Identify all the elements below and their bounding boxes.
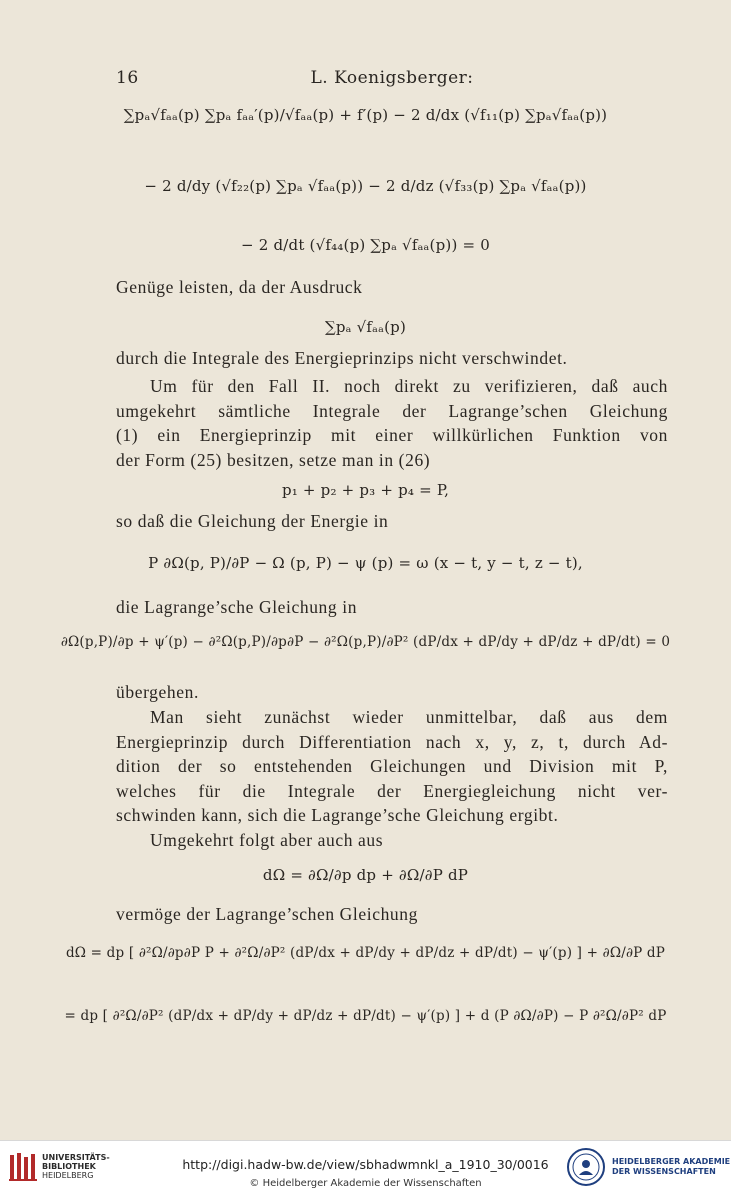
text-line: Energieprinzip durch Differentiation nach x, y, z, t, durch Ad- bbox=[116, 731, 668, 752]
permalink-url[interactable]: http://digi.hadw-bw.de/view/sbhadwmnkl_a_1910_30/0016 bbox=[182, 1157, 549, 1172]
text-line: welches für die Integrale der Energiegleichung nicht ver- bbox=[116, 780, 668, 801]
paragraph-1 bbox=[116, 275, 668, 300]
text-line: vermöge der Lagrange’schen Gleichung bbox=[116, 904, 418, 924]
running-head: L. Koenigsberger: bbox=[310, 68, 474, 88]
academy-seal-icon bbox=[566, 1147, 606, 1187]
academy-name: HEIDELBERGER AKADEMIE DER WISSENSCHAFTEN bbox=[612, 1157, 731, 1176]
paragraph-6 bbox=[116, 680, 668, 705]
text-line: Man sieht zunächst wieder unmittelbar, daß aus dem bbox=[150, 707, 668, 727]
page-number: 16 bbox=[116, 68, 139, 88]
equation-5: p₁ + p₂ + p₃ + p₄ = P, bbox=[281, 481, 450, 499]
paragraph-7 bbox=[116, 705, 668, 853]
text-line: Um für den Fall II. noch direkt zu verifizieren, daß auch bbox=[150, 376, 668, 396]
paragraph-3 bbox=[116, 374, 668, 472]
paragraph-2 bbox=[116, 346, 668, 371]
university-library-name: UNIVERSITÄTS- BIBLIOTHEK HEIDELBERG bbox=[42, 1153, 110, 1180]
paragraph-4 bbox=[116, 509, 668, 534]
text-line: dition der so entstehenden Gleichungen und Division mit P, bbox=[116, 756, 668, 777]
equation-6: P ∂Ω(p, P)/∂P − Ω (p, P) − ψ (p) = ω (x − t, y − t, z − t), bbox=[148, 554, 583, 572]
equation-3: − 2 d/dt (√f₄₄(p) ∑pₐ √fₐₐ(p)) = 0 bbox=[241, 236, 490, 254]
text-line: übergehen. bbox=[116, 682, 199, 702]
text-line: so daß die Gleichung der Energie in bbox=[116, 511, 389, 531]
equation-4: ∑pₐ √fₐₐ(p) bbox=[324, 318, 407, 336]
equation-7: ∂Ω(p,P)/∂p + ψ′(p) − ∂²Ω(p,P)/∂p∂P − ∂²Ω(p,P)/∂P² (dP/dx + dP/dy + dP/dz + dP/dt) = 0 bbox=[60, 634, 671, 650]
viewer-footer bbox=[0, 1140, 731, 1196]
equation-8: dΩ = ∂Ω/∂p dp + ∂Ω/∂P dP bbox=[262, 866, 469, 884]
text-line: die Lagrange’sche Gleichung in bbox=[116, 597, 358, 617]
equation-10: = dp [ ∂²Ω/∂P² (dP/dx + dP/dy + dP/dz + dP/dt) − ψ′(p) ] + d (P ∂Ω/∂P) − P ∂²Ω/∂P² dP bbox=[64, 1008, 667, 1024]
text-line: Genüge leisten, da der Ausdruck bbox=[116, 277, 363, 297]
equation-2: − 2 d/dy (√f₂₂(p) ∑pₐ √fₐₐ(p)) − 2 d/dz (√f₃₃(p) ∑pₐ √fₐₐ(p)) bbox=[144, 177, 587, 195]
text-line: schwinden kann, sich die Lagrange’sche Gleichung ergibt. bbox=[116, 805, 559, 826]
equation-1: ∑pₐ√fₐₐ(p) ∑pₐ fₐₐ′(p)/√fₐₐ(p) + f′(p) − 2 d/dx (√f₁₁(p) ∑pₐ√fₐₐ(p)) bbox=[123, 106, 608, 124]
paragraph-8 bbox=[116, 902, 668, 927]
text-line: der Form (25) besitzen, setze man in (26) bbox=[116, 449, 431, 470]
copyright-notice: © Heidelberger Akademie der Wissenschaften bbox=[249, 1178, 482, 1189]
text-line: (1) ein Energieprinzip mit einer willkürlichen Funktion von bbox=[116, 425, 668, 446]
equation-9: dΩ = dp [ ∂²Ω/∂p∂P P + ∂²Ω/∂P² (dP/dx + dP/dy + dP/dz + dP/dt) − ψ′(p) ] + ∂Ω/∂P dP bbox=[65, 945, 666, 961]
paragraph-5 bbox=[116, 595, 668, 620]
text-line: Umgekehrt folgt aber auch aus bbox=[150, 829, 384, 850]
text-line: umgekehrt sämtliche Integrale der Lagrange’schen Gleichung bbox=[116, 400, 668, 421]
text-line: durch die Integrale des Energieprinzips nicht verschwindet. bbox=[116, 348, 568, 368]
